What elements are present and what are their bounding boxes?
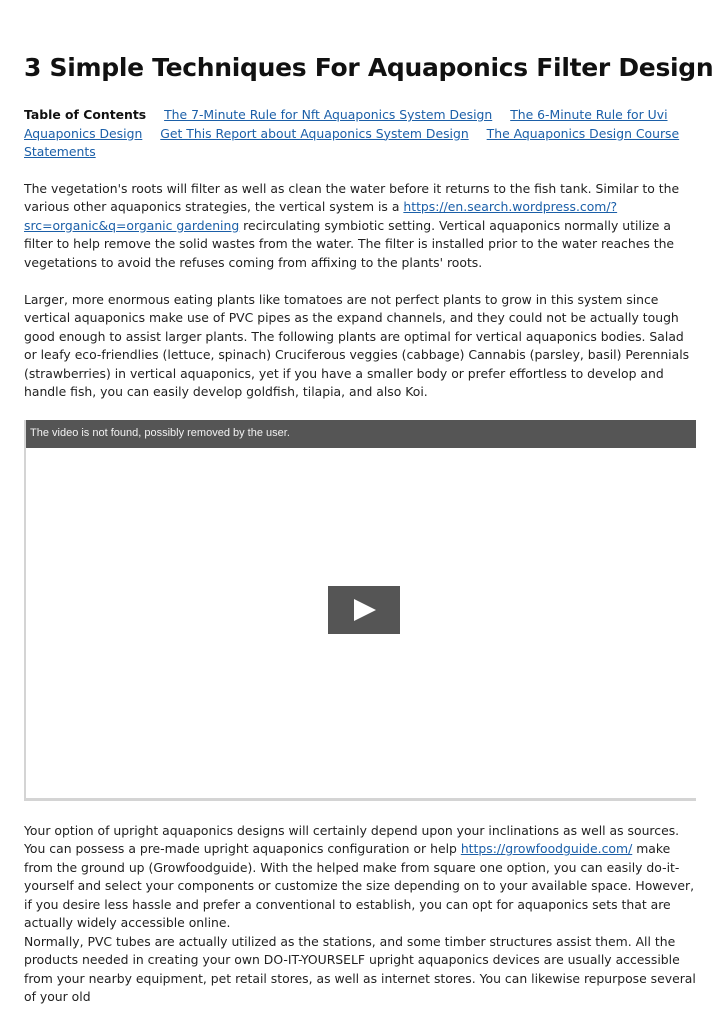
paragraph-1-text-start: The vegetation's roots will filter as well as clean the water before it returns to the fish tank. Similar to the various other aquaponics strategies, the vertical system is a [24, 181, 680, 215]
toc-link-system-design-report[interactable]: Get This Report about Aquaponics System Design [160, 125, 469, 141]
article-title: 3 Simple Techniques For Aquaponics Filter Design [24, 53, 714, 82]
toc-label: Table of Contents [24, 107, 147, 122]
paragraph-3-text-start: Your option of upright aquaponics designs will certainly depend upon your inclinations as well as sources. You can possess a pre-made upright aquaponics configuration or help [24, 823, 680, 857]
toc-link-uvi-design[interactable]: The 6-Minute Rule for Uvi Aquaponics Design [24, 107, 668, 141]
wordpress-search-link[interactable]: https://en.search.wordpress.com/?src=organic&q=organic gardening [24, 199, 618, 233]
toc-link-nft-design[interactable]: The 7-Minute Rule for Nft Aquaponics System Design [164, 107, 493, 122]
paragraph-2: Larger, more enormous eating plants like tomatoes are not perfect plants to grow in this system since vertical aquaponics make use of PVC pipes as the expand channels, and they could not be actually tough good enough to assist larger plants. The following plants are optimal for vertical aquaponics bodies. Salad or leafy eco-friendlies (lettuce, spinach) Cruciferous veggies (cabbage) Cannabis (parsley, basil) Perennials (strawberries) in vertical aquaponics, yet if you have a smaller body or prefer effortless to develop and handle fish, you can easily develop goldfish, tilapia, and also Koi. [24, 292, 690, 400]
paragraph-1 [24, 180, 696, 272]
growfoodguide-link[interactable]: https://growfoodguide.com/ [460, 841, 633, 857]
paragraph-3-text-end: make from the ground up (Growfoodguide). With the helped make from square one option, you can easily do-it-yourself and select your components or customize the size depending on to your available space. However, if you desire less hassle and prefer a conventional to establish, you can opt for aquaponics sets that are actually widely accessible online. [24, 841, 695, 931]
table-of-contents [24, 106, 696, 162]
play-icon [354, 599, 376, 621]
play-button[interactable] [328, 586, 400, 634]
paragraph-1-text-end: recirculating symbiotic setting. Vertical aquaponics normally utilize a filter to help remove the solid wastes from the water. The filter is installed prior to the water reaches the vegetations to avoid the refuses coming from affixing to the plants' roots. [24, 217, 675, 270]
paragraph-3 [24, 822, 696, 932]
toc-link-design-course[interactable]: The Aquaponics Design Course Statements [24, 125, 680, 159]
video-error-bar: The video is not found, possibly removed by the user. [26, 420, 696, 448]
video-embed[interactable] [24, 420, 696, 801]
paragraph-4: Normally, PVC tubes are actually utilized as the stations, and some timber structures assist them. All the products needed in creating your own DO-IT-YOURSELF upright aquaponics devices are usually accessible from your nearby equipment, pet retail stores, as well as internet stores. You can likewise repurpose several of your old [24, 934, 696, 1005]
